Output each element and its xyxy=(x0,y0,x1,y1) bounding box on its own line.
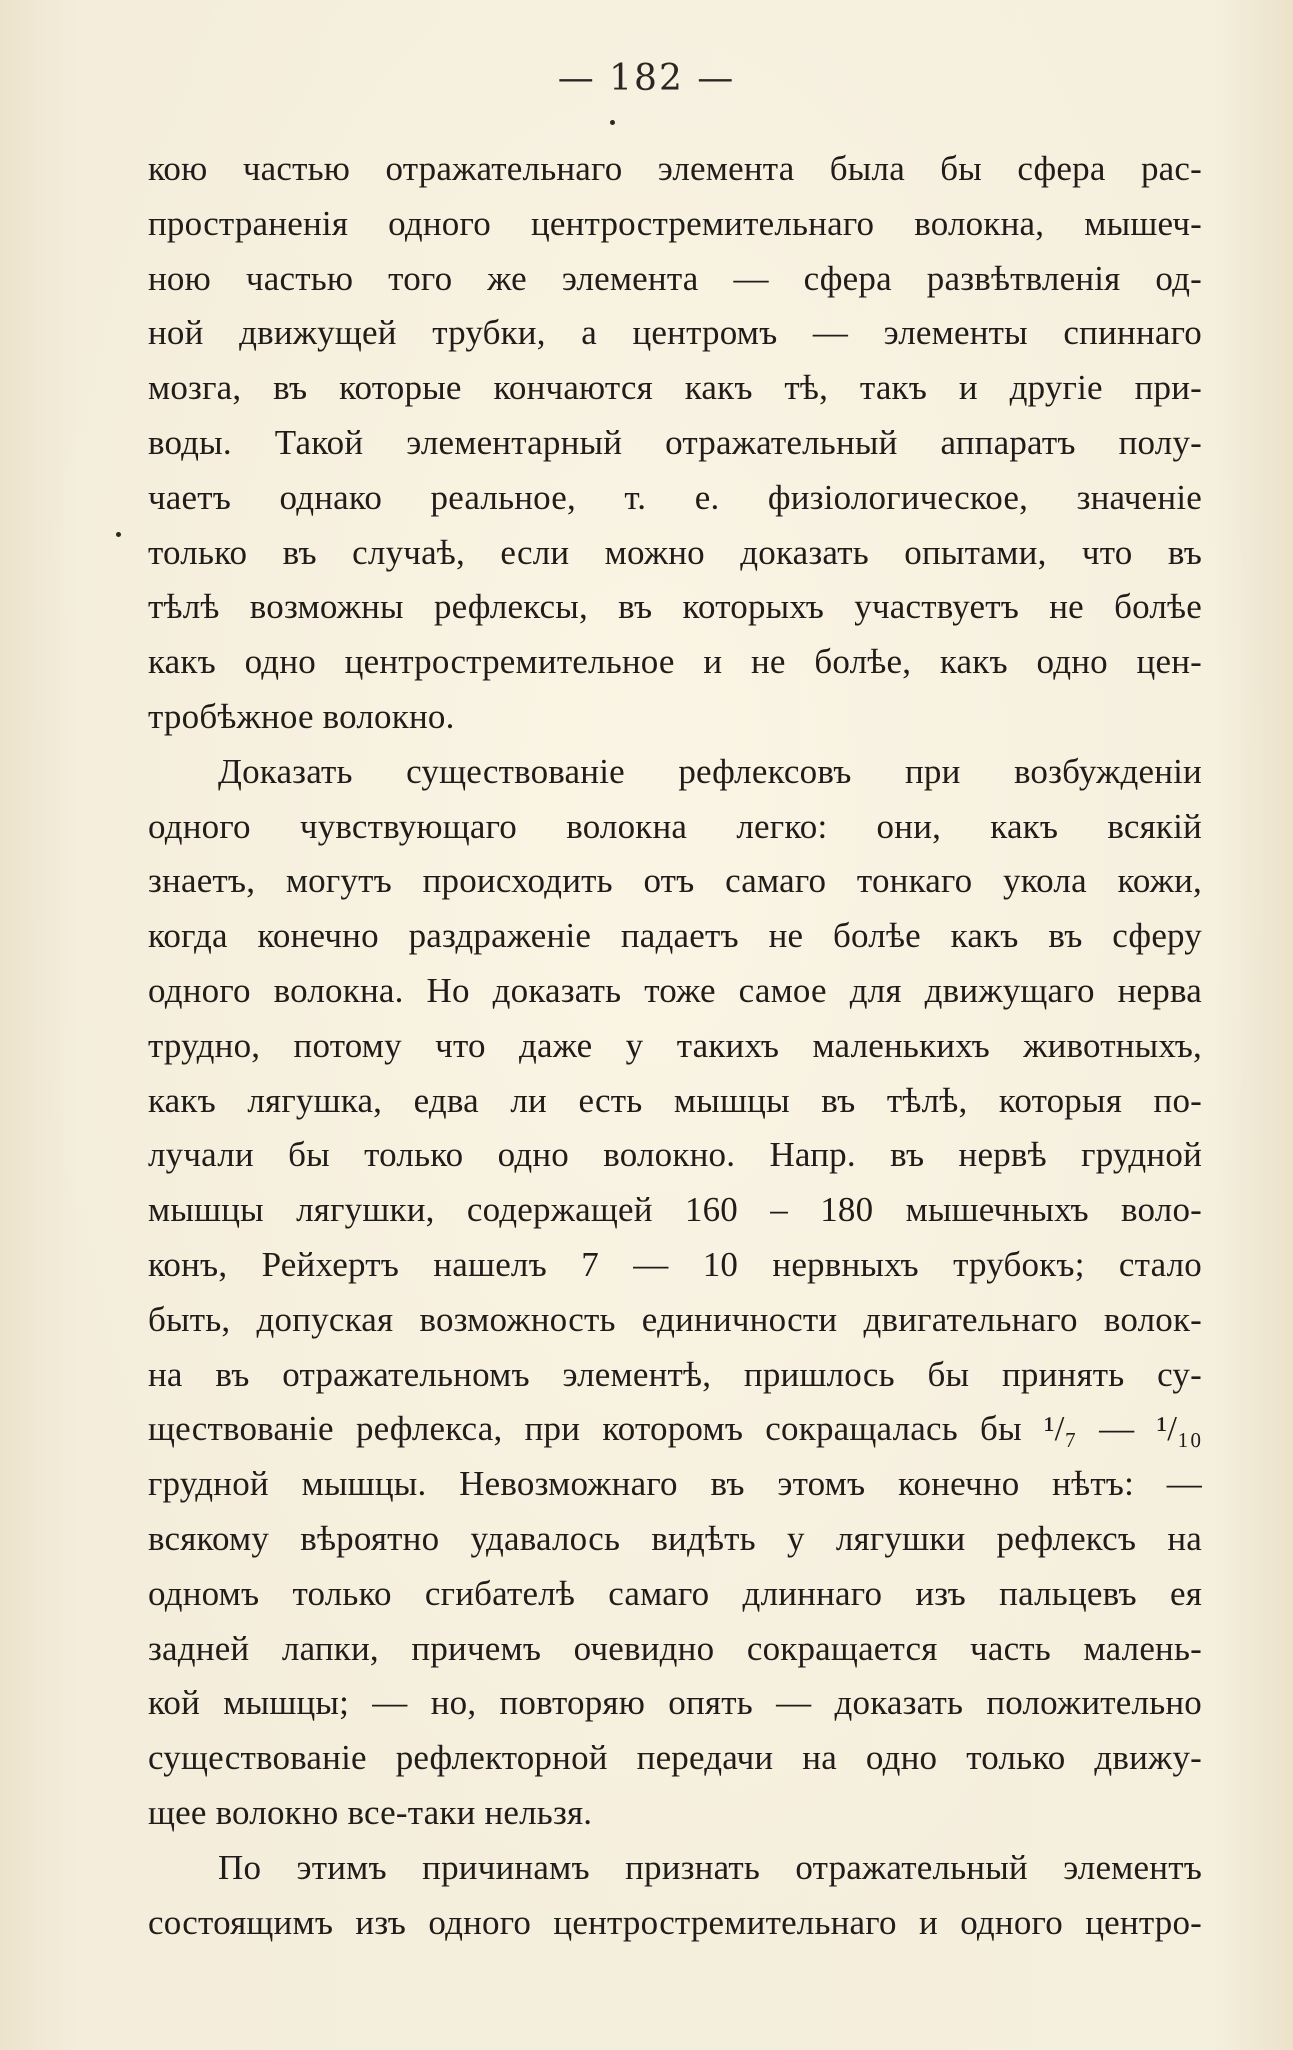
text-line: только въ случаѣ, если можно доказать опытами, что въ xyxy=(148,532,1202,572)
text-line: кой мышцы; — но, повторяю опять — доказать положительно xyxy=(148,1683,1202,1723)
text-line: ществованіе рефлекса, при которомъ сокращалась бы ¹/₇ — ¹/₁₀ xyxy=(148,1409,1202,1449)
body-text xyxy=(148,142,1202,1950)
text-line: существованіе рефлекторной передачи на одно только движу- xyxy=(148,1738,1202,1778)
print-speck xyxy=(610,120,615,125)
text-line: мозга, въ которые кончаются какъ тѣ, такъ и другіе при- xyxy=(148,368,1202,408)
text-line: состоящимъ изъ одного центростремительнаго и одного центро- xyxy=(148,1902,1202,1942)
text-line: всякому вѣроятно удавалось видѣть у лягушки рефлексъ на xyxy=(148,1518,1202,1558)
page-number: — 182 — xyxy=(557,58,736,99)
paragraph-2 xyxy=(148,745,1202,1841)
text-line: тѣлѣ возможны рефлексы, въ которыхъ участвуетъ не болѣе xyxy=(148,587,1202,627)
text-line: какъ одно центростремительное и не болѣе, какъ одно цен- xyxy=(148,642,1202,682)
print-speck xyxy=(116,532,121,537)
text-line: воды. Такой элементарный отражательный аппаратъ полу- xyxy=(148,422,1202,462)
text-line: чаетъ однако реальное, т. е. физіологическое, значеніе xyxy=(148,477,1202,517)
text-line: конъ, Рейхертъ нашелъ 7 — 10 нервныхъ трубокъ; стало xyxy=(148,1244,1202,1284)
text-line: ною частью того же элемента — сфера развѣтвленія од- xyxy=(148,258,1202,298)
text-line: трудно, потому что даже у такихъ маленькихъ животныхъ, xyxy=(148,1025,1202,1065)
text-line: одного волокна. Но доказать тоже самое для движущаго нерва xyxy=(148,970,1202,1010)
paragraph-1 xyxy=(148,142,1202,745)
text-line: пространенія одного центростремительнаго волокна, мышеч- xyxy=(148,203,1202,243)
text-line: задней лапки, причемъ очевидно сокращается часть малень- xyxy=(148,1628,1202,1668)
text-line: лучали бы только одно волокно. Напр. въ нервѣ грудной xyxy=(148,1135,1202,1175)
text-line: на въ отражательномъ элементѣ, пришлось бы принять су- xyxy=(148,1354,1202,1394)
text-line: грудной мышцы. Невозможнаго въ этомъ конечно нѣтъ: — xyxy=(148,1464,1202,1504)
text-line: мышцы лягушки, содержащей 160 – 180 мышечныхъ воло- xyxy=(148,1190,1202,1230)
text-line: быть, допуская возможность единичности двигательнаго волок- xyxy=(148,1299,1202,1339)
text-line: знаетъ, могутъ происходить отъ самаго тонкаго укола кожи, xyxy=(148,861,1202,901)
text-line: одномъ только сгибателѣ самаго длиннаго изъ пальцевъ ея xyxy=(148,1573,1202,1613)
text-line: кою частью отражательнаго элемента была бы сфера рас- xyxy=(148,149,1202,188)
text-line: когда конечно раздраженіе падаетъ не болѣе какъ въ сферу xyxy=(148,916,1202,956)
text-line: По этимъ причинамъ признать отражательный элементъ xyxy=(218,1847,1202,1887)
text-line: какъ лягушка, едва ли есть мышцы въ тѣлѣ, которыя по- xyxy=(148,1080,1202,1120)
text-line: щее волокно все-таки нельзя. xyxy=(148,1792,593,1832)
text-line: ной движущей трубки, а центромъ — элементы спиннаго xyxy=(148,313,1202,353)
text-line: тробѣжное волокно. xyxy=(148,696,455,736)
text-line: одного чувствующаго волокна легко: они, какъ всякій xyxy=(148,806,1202,846)
paragraph-3 xyxy=(148,1841,1202,1951)
text-line: Доказать существованіе рефлексовъ при возбужденіи xyxy=(218,751,1202,791)
